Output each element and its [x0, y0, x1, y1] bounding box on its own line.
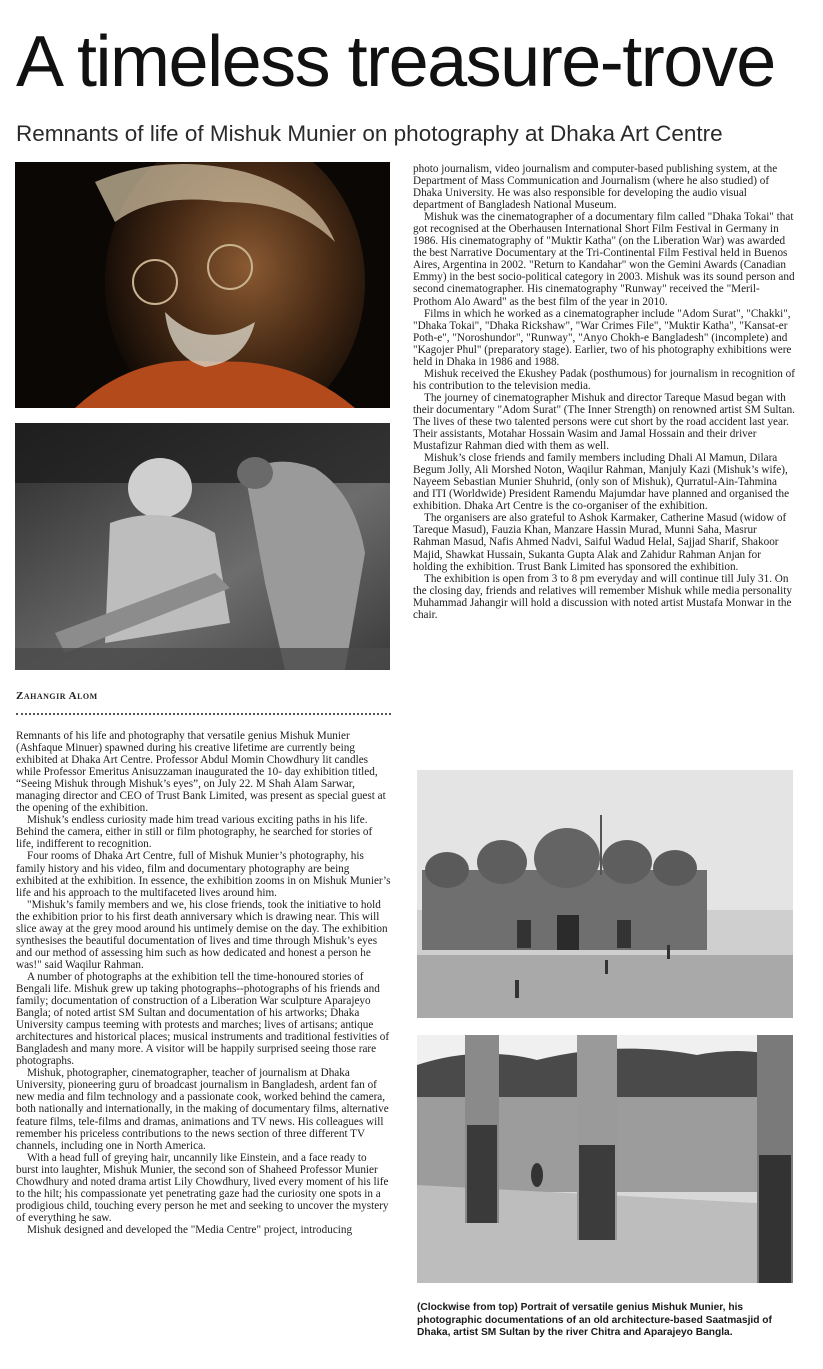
paragraph: Mishuk’s endless curiosity made him tread various exciting paths in his life. Behind the camera, either in still or film photography, he searched for stories of life, indifferent to recognition. — [16, 814, 373, 851]
paragraph: With a head full of greying hair, uncannily like Einstein, and a face ready to burst into laughter, Mishuk Munier, the second son of Shaheed Professor Munier Chowdhury and noted drama artist Lily Chowdhury, lived every moment of his life to the hilt; his compassionate yet penetrating gaze had the curiosity one spots in a prodigious child, touching every person he met and seeking to uncover the mystery of everything he saw. — [16, 1151, 389, 1224]
byline: Zahangir Alom — [16, 690, 98, 702]
paragraph: A number of photographs at the exhibition tell the time-honoured stories of Bengali life. Mishuk grew up taking photographs--photographs of his friends and family; documentation of construction of a Liberation War sculpture Aparajeyo Bangla; of noted artist SM Sultan and documentation of his artworks; Dhaka University campus teeming with protests and marches; lives of artisans; antique architectures and historical places; musical instruments and traditional festivities of Bangladesh and many more. A visitor will be happily surprised seeing those rare photographs. — [16, 970, 390, 1068]
paragraph: Mishuk was the cinematographer of a documentary film called "Dhaka Tokai" that got recognised at the Oberhausen International Short Film Festival in Germany in 1986. His cinematography of "Muktir Katha" (on the Liberation War) was awarded the best Narrative Documentary at the Tri-Continental Film Festival held in Buenos Aires, Argentina in 2002. "Return to Kandahar" won the Gemini Awards (Canadian Emmy) in the best socio-political category in 2003. Mishuk was its sound person and second cinematographer. His cinematography "Runway" received the "Meril-Prothom Alo Award" as the best film of the year in 2010. — [413, 211, 795, 308]
paragraph: "Mishuk’s family members and we, his close friends, took the initiative to hold the exhibition prior to his first death anniversary which is drawing near. This will slice away at the grey mood around his untimely demise on the day. The exhibition synthesises the beautiful documentation of lives and time through Mishuk’s eyes and our method of assessing him such as how dedicated and honest a person he was!" said Waqilur Rahman. — [16, 898, 388, 971]
paragraph: The journey of cinematographer Mishuk and director Tareque Masud began with their documentary "Adom Surat" (The Inner Strength) on renowned artist SM Sultan. The lives of these two talented persons were cut short by the road accident last year. Their assistants, Motahar Hossain Wasim and Jamal Hossain and their driver Mustafizur Rahman died with them as well. — [413, 391, 795, 453]
right-article-column — [413, 163, 795, 621]
river-chitra-photo — [417, 1035, 793, 1283]
paragraph: photo journalism, video journalism and computer-based publishing system, at the Department of Mass Communication and Journalism (where he also studied) of Dhaka University. He was also responsible for developing the audio visual department of Bangladesh National Museum. — [413, 163, 778, 212]
photo-caption: (Clockwise from top) Portrait of versatile genius Mishuk Munier, his photographic documentations of an old architecture-based Saatmasjid of Dhaka, artist SM Sultan by the river Chitra and Aparajeyo Bangla. — [417, 1302, 772, 1339]
paragraph: Mishuk designed and developed the "Media Centre" project, introducing — [27, 1223, 353, 1236]
paragraph: Mishuk, photographer, cinematographer, teacher of journalism at Dhaka University, pioneering guru of broadcast journalism in Bangladesh, ardent fan of new media and film technology and a passionate cook, worked behind the camera, both nationally and internationally, in the making of documentary films, alternative feature films, tele-films and dramas, animations and TV news. His colleagues will remember his priceless contributions to the news section of three different TV channels, including one in North America. — [16, 1067, 389, 1152]
portrait-photo — [15, 162, 390, 408]
mosque-photo — [417, 770, 793, 1018]
sculpture-construction-photo — [15, 423, 390, 670]
left-article-column — [16, 730, 391, 1236]
paragraph: Four rooms of Dhaka Art Centre, full of Mishuk Munier’s photography, his family history and his video, film and documentary photography are being exhibited at the exhibition. In essence, the exhibition zooms in on Mishuk Munier’s life and his approach to the multifaceted lives around him. — [16, 850, 391, 899]
paragraph: Films in which he worked as a cinematographer include "Adom Surat", "Chakki", "Dhaka Tokai", "Dhaka Rickshaw", "War Crimes File", "Muktir Katha", "Kansat-er Poth-e", "Noroshundor", "Runway", "Anyo Chokh-e Bangladesh" (incomplete) and "Kagojer Phul" (preparatory stage). Earlier, two of his photography exhibitions were held in Dhaka in 1986 and 1988. — [413, 307, 792, 368]
byline-divider — [16, 713, 391, 715]
paragraph: Remnants of his life and photography that versatile genius Mishuk Munier (Ashfaque Minuer) spawned during his creative lifetime are currently being exhibited at Dhaka Art Centre. Professor Abdul Momin Chowdhury lit candles while Professor Emeritus Anisuzzaman inaugurated the 10- day exhibition titled, “Seeing Mishuk through Mishuk’s eyes”, on July 22. M Shah Alam Sarwar, managing director and CEO of Trust Bank Limited, was present as special guest at the opening of the exhibition. — [16, 730, 386, 815]
subheadline: Remnants of life of Mishuk Munier on photography at Dhaka Art Centre — [16, 121, 723, 146]
paragraph: Mishuk’s close friends and family members including Dhali Al Mamun, Dilara Begum Jolly, Ali Morshed Noton, Waqilur Rahman, Manjuly Kazi (Mishuk’s wife), Nayeem Sebastian Munier Shuhrid, (only son of Mishuk), Qurratul-Ain-Tahmina and ITI (Worldwide) President Ramendu Majumdar have planned and organised the exhibition. Dhaka Art Centre is the co-organiser of the exhibition. — [413, 452, 790, 513]
paragraph: Mishuk received the Ekushey Padak (posthumous) for journalism in recognition of his contribution to the television media. — [413, 367, 795, 392]
headline: A timeless treasure-trove — [16, 22, 775, 102]
paragraph: The exhibition is open from 3 to 8 pm everyday and will continue till July 31. On the closing day, friends and relatives will remember Mishuk while media personality Muhammad Jahangir will hold a discussion with noted artist Mustafa Monwar in the chair. — [413, 572, 792, 621]
paragraph: The organisers are also grateful to Ashok Karmaker, Catherine Masud (widow of Tareque Masud), Fauzia Khan, Manzare Hassin Murad, Munni Saha, Masrur Rahman Masud, Nafis Ahmed Nadvi, Saiful Wadud Helal, Sajjad Sharif, Shakoor Majid, Shawkat Hussain, Sukanta Gupta Alak and Zahidur Rahman Anjan for holding the exhibition. Trust Bank Limited has sponsored the exhibition. — [413, 512, 787, 573]
